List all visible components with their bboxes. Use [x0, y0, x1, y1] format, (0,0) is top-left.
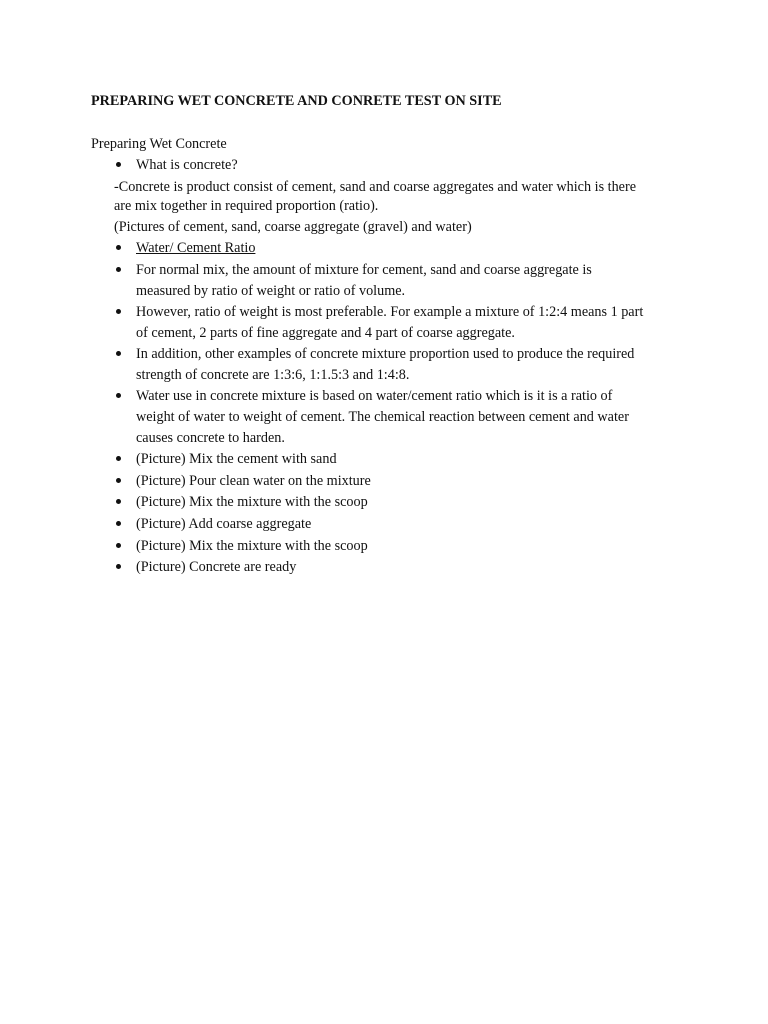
step-item: (Picture) Pour clean water on the mixture [136, 473, 371, 489]
bullet-however-line-1: However, ratio of weight is most preferable. For example a mixture of 1:2:4 means 1 part [136, 304, 644, 320]
step-item: (Picture) Mix the cement with sand [136, 451, 337, 467]
bullet-what-is-concrete: What is concrete? [136, 157, 238, 173]
document-title: PREPARING WET CONCRETE AND CONRETE TEST ON SITE [91, 93, 502, 109]
step-item: (Picture) Concrete are ready [136, 559, 297, 575]
bullet-icon [116, 303, 124, 311]
bullet-water-line-1: Water use in concrete mixture is based on water/cement ratio which is it is a ratio of [136, 388, 613, 404]
bullet-normal-mix-line-2: measured by ratio of weight or ratio of volume. [136, 283, 406, 299]
definition-line-1: -Concrete is product consist of cement, sand and coarse aggregates and water which is there [114, 179, 636, 195]
definition-line-2: are mix together in required proportion (ratio). [114, 198, 379, 214]
bullet-icon [116, 450, 124, 458]
step-item: (Picture) Mix the mixture with the scoop [136, 538, 368, 554]
pictures-note: (Pictures of cement, sand, coarse aggregate (gravel) and water) [114, 219, 472, 235]
bullet-addition-line-2: strength of concrete are 1:3:6, 1:1.5:3 and 1:4:8. [136, 367, 410, 383]
bullet-icon [116, 537, 124, 545]
bullet-water-cement-ratio: Water/ Cement Ratio [136, 240, 256, 256]
section-heading: Preparing Wet Concrete [91, 136, 227, 152]
bullet-icon [116, 387, 124, 395]
bullet-icon [116, 558, 124, 566]
bullet-icon [116, 345, 124, 353]
bullet-water-line-2: weight of water to weight of cement. The chemical reaction between cement and water [136, 409, 629, 425]
step-item: (Picture) Add coarse aggregate [136, 516, 312, 532]
bullet-icon [116, 156, 124, 164]
bullet-addition-line-1: In addition, other examples of concrete mixture proportion used to produce the required [136, 346, 635, 362]
bullet-icon [116, 472, 124, 480]
bullet-water-line-3: causes concrete to harden. [136, 430, 285, 446]
bullet-normal-mix-line-1: For normal mix, the amount of mixture for cement, sand and coarse aggregate is [136, 262, 592, 278]
bullet-icon [116, 515, 124, 523]
step-item: (Picture) Mix the mixture with the scoop [136, 494, 368, 510]
bullet-icon [116, 239, 124, 247]
bullet-however-line-2: of cement, 2 parts of fine aggregate and 4 part of coarse aggregate. [136, 325, 515, 341]
bullet-icon [116, 261, 124, 269]
bullet-icon [116, 493, 124, 501]
